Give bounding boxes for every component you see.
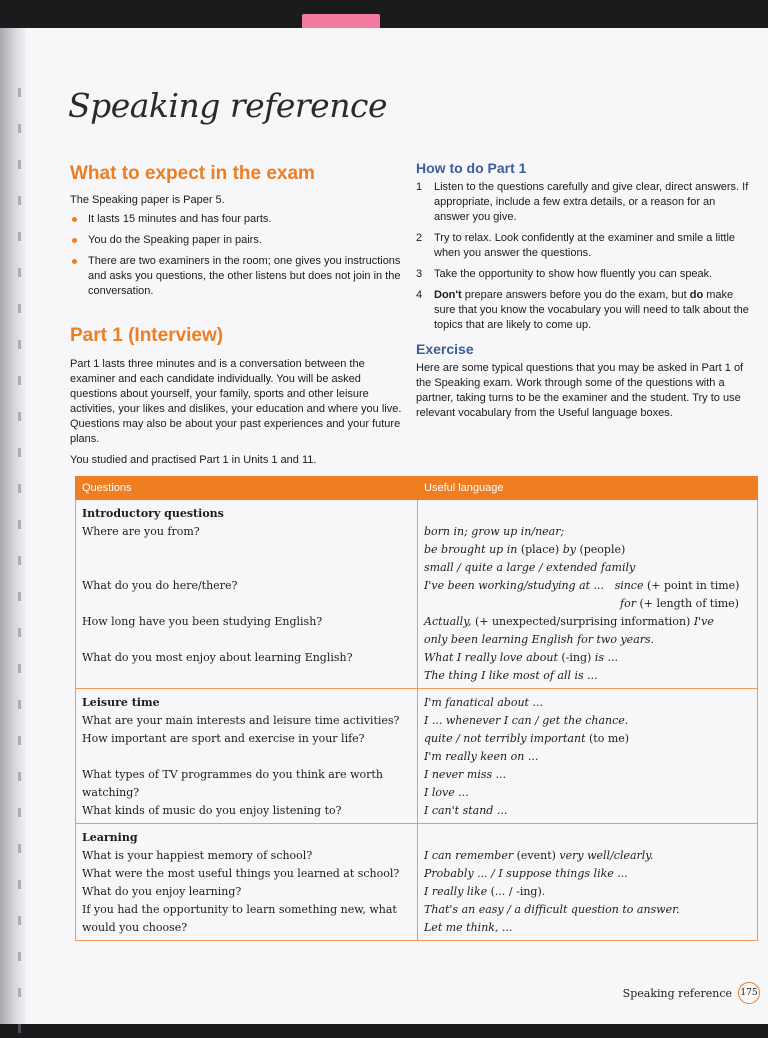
- phrase: I can remember (event) very well/clearly.: [424, 849, 654, 862]
- question: What do you do here/there?: [82, 579, 238, 592]
- phrase: I ... whenever I can / get the chance.: [424, 714, 629, 727]
- page-title: Speaking reference: [68, 86, 387, 125]
- column-header-useful-language: Useful language: [418, 477, 758, 500]
- question: Where are you from?: [82, 525, 200, 538]
- useful-language-cell: [418, 689, 758, 824]
- phrase: be brought up in (place) by (people): [424, 543, 626, 556]
- how-to-heading: How to do Part 1: [416, 160, 527, 176]
- list-item: 4 Don't prepare answers before you do the exam, but do make sure that you know the vocabulary you will need to talk about the topics that are likely to come up.: [416, 289, 749, 331]
- questions-cell: [76, 500, 418, 689]
- question: What is your happiest memory of school?: [82, 849, 313, 862]
- part1-units-note: You studied and practised Part 1 in Units 1 and 11.: [70, 454, 317, 466]
- question: What types of TV programmes do you think are worth: [82, 768, 383, 781]
- category-heading: Introductory questions: [82, 507, 224, 520]
- phrase: born in; grow up in/near;: [424, 525, 565, 538]
- table-header-row: [76, 477, 758, 500]
- phrase: I love ...: [424, 786, 469, 799]
- question: What do you most enjoy about learning English?: [82, 651, 353, 664]
- question: would you choose?: [82, 921, 188, 934]
- table-row: [76, 500, 758, 689]
- table-row: [76, 689, 758, 824]
- question: What were the most useful things you learned at school?: [82, 867, 400, 880]
- question: What do you enjoy learning?: [82, 885, 242, 898]
- column-header-questions: Questions: [76, 477, 418, 500]
- how-to-steps: [416, 180, 750, 333]
- list-item: It lasts 15 minutes and has four parts.: [70, 212, 408, 227]
- useful-language-cell: [418, 500, 758, 689]
- category-heading: Leisure time: [82, 696, 160, 709]
- list-item: 3 Take the opportunity to show how fluently you can speak.: [416, 268, 713, 280]
- phrase: only been learning English for two years.: [424, 633, 655, 646]
- phrase: Let me think, ...: [424, 921, 513, 934]
- question: How important are sport and exercise in your life?: [82, 732, 365, 745]
- section-heading-expect: What to expect in the exam: [70, 163, 315, 184]
- part1-description: Part 1 lasts three minutes and is a conversation between the examiner and each candidate individually. You will be asked questions about yourself, your family, sports and other leisure activities, your likes and dislikes, your education and where you live. Questions may also be about your past experiences and your future plans.: [70, 358, 402, 445]
- exercise-text: Here are some typical questions that you may be asked in Part 1 of the Speaking exam. Work through some of the questions with a partner, taking turns to be the examiner and the student. Try to use relevant vocabulary from the Useful language boxes.: [416, 362, 744, 419]
- list-item: 1 Listen to the questions carefully and give clear, direct answers. If appropriate, include a few extra details, or a reason for an answer you give.: [416, 181, 749, 223]
- category-heading: Learning: [82, 831, 138, 844]
- table-row: [76, 824, 758, 941]
- right-column: [416, 160, 750, 421]
- section-heading-part1: Part 1 (Interview): [70, 325, 224, 346]
- question: watching?: [82, 786, 140, 799]
- phrase: Probably ... / I suppose things like ...: [424, 867, 628, 880]
- bullet-icon: [72, 238, 77, 243]
- book-spine: [0, 28, 26, 1024]
- speaking-questions-table: [75, 476, 758, 941]
- exercise-heading: Exercise: [416, 341, 474, 357]
- useful-language-cell: [418, 824, 758, 941]
- phrase: for (+ length of time): [620, 597, 739, 610]
- question: What kinds of music do you enjoy listening to?: [82, 804, 342, 817]
- question: If you had the opportunity to learn something new, what: [82, 903, 397, 916]
- list-item: There are two examiners in the room; one gives you instructions and asks you questions, the other listens but does not join in the conversation.: [70, 254, 408, 299]
- questions-cell: [76, 824, 418, 941]
- page-number-badge: 175: [738, 982, 760, 1004]
- phrase: I'm fanatical about ...: [424, 696, 543, 709]
- question: What are your main interests and leisure time activities?: [82, 714, 400, 727]
- bullet-icon: [72, 217, 77, 222]
- phrase: I can't stand ...: [424, 804, 508, 817]
- footer-label: Speaking reference: [622, 986, 732, 1000]
- phrase: small / quite a large / extended family: [424, 561, 636, 574]
- section-intro: The Speaking paper is Paper 5.: [70, 194, 225, 206]
- list-item: 2 Try to relax. Look confidently at the examiner and smile a little when you answer the questions.: [416, 232, 736, 259]
- list-item: You do the Speaking paper in pairs.: [70, 233, 408, 248]
- phrase: The thing I like most of all is ...: [424, 669, 598, 682]
- phrase: I've been working/studying at ... since (+ point in time): [424, 579, 740, 592]
- expect-bullet-list: [70, 212, 408, 299]
- left-column: [70, 163, 408, 468]
- phrase: I really like (... / -ing).: [424, 885, 546, 898]
- phrase: I'm really keen on ...: [424, 750, 539, 763]
- page-footer: [623, 982, 760, 1004]
- phrase: Actually, (+ unexpected/surprising information) I've: [424, 615, 714, 628]
- questions-cell: [76, 689, 418, 824]
- phrase: I never miss ...: [424, 768, 507, 781]
- question: How long have you been studying English?: [82, 615, 323, 628]
- bullet-icon: [72, 259, 77, 264]
- phrase: That's an easy / a difficult question to answer.: [424, 903, 680, 916]
- phrase: quite / not terribly important (to me): [424, 732, 630, 745]
- phrase: What I really love about (-ing) is ...: [424, 651, 618, 664]
